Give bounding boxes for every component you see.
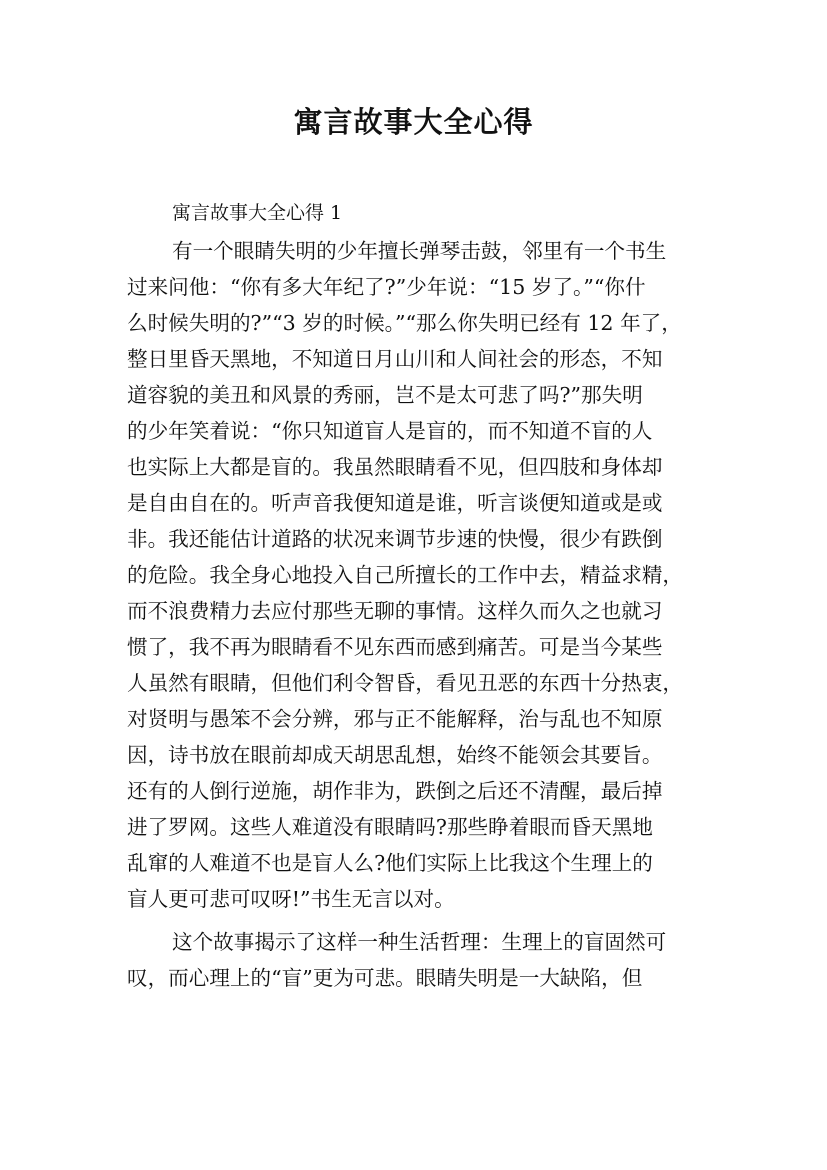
paragraph-line: 也实际上大都是盲的。我虽然眼睛看不见，但四肢和身体却	[127, 455, 663, 479]
paragraph-line: 这个故事揭示了这样一种生活哲理：生理上的盲固然可	[172, 930, 667, 954]
paragraph-line: 道容貌的美丑和风景的秀丽，岂不是太可悲了吗?”那失明	[127, 383, 643, 407]
paragraph-line: 惯了，我不再为眼睛看不见东西而感到痛苦。可是当今某些	[127, 635, 663, 659]
paragraph	[127, 233, 727, 917]
paragraph-line: 对贤明与愚笨不会分辨，邪与正不能解释，治与乱也不知原	[127, 707, 663, 731]
paragraph-line: 非。我还能估计道路的状况来调节步速的快慢，很少有跌倒	[127, 527, 663, 551]
paragraph-line: 进了罗网。这些人难道没有眼睛吗?那些睁着眼而昏天黑地	[127, 815, 653, 839]
paragraph-line: 整日里昏天黑地，不知道日月山川和人间社会的形态，不知	[127, 347, 663, 371]
paragraph-line: 是自由自在的。听声音我便知道是谁，听言谈便知道或是或	[127, 491, 663, 515]
section-heading: 寓言故事大全心得 1	[172, 202, 343, 224]
paragraph-line: 有一个眼睛失明的少年擅长弹琴击鼓，邻里有一个书生	[172, 239, 667, 263]
document-title: 寓言故事大全心得	[293, 105, 534, 139]
paragraph-line: 的危险。我全身心地投入自己所擅长的工作中去，精益求精，	[127, 563, 684, 587]
paragraph-line: 盲人更可悲可叹呀!”书生无言以对。	[127, 887, 455, 911]
paragraph-line: 叹，而心理上的“盲”更为可悲。眼睛失明是一大缺陷，但	[127, 966, 643, 990]
paragraph-line: 还有的人倒行逆施，胡作非为，跌倒之后还不清醒，最后掉	[127, 779, 663, 803]
paragraph-line: 么时候失明的?”“3 岁的时候。”“那么你失明已经有 12 年了，	[127, 311, 682, 335]
paragraph-line: 乱窜的人难道不也是盲人么?他们实际上比我这个生理上的	[127, 851, 653, 875]
paragraph-line: 而不浪费精力去应付那些无聊的事情。这样久而久之也就习	[127, 599, 663, 623]
paragraph-line: 人虽然有眼睛，但他们利令智昏，看见丑恶的东西十分热衷，	[127, 671, 684, 695]
paragraph-line: 的少年笑着说：“你只知道盲人是盲的，而不知道不盲的人	[127, 419, 653, 443]
document-body	[127, 233, 727, 996]
paragraph-line: 因，诗书放在眼前却成天胡思乱想，始终不能领会其要旨。	[127, 743, 663, 767]
paragraph	[127, 924, 727, 996]
paragraph-line: 过来问他：“你有多大年纪了?”少年说：“15 岁了。”“你什	[127, 275, 646, 299]
